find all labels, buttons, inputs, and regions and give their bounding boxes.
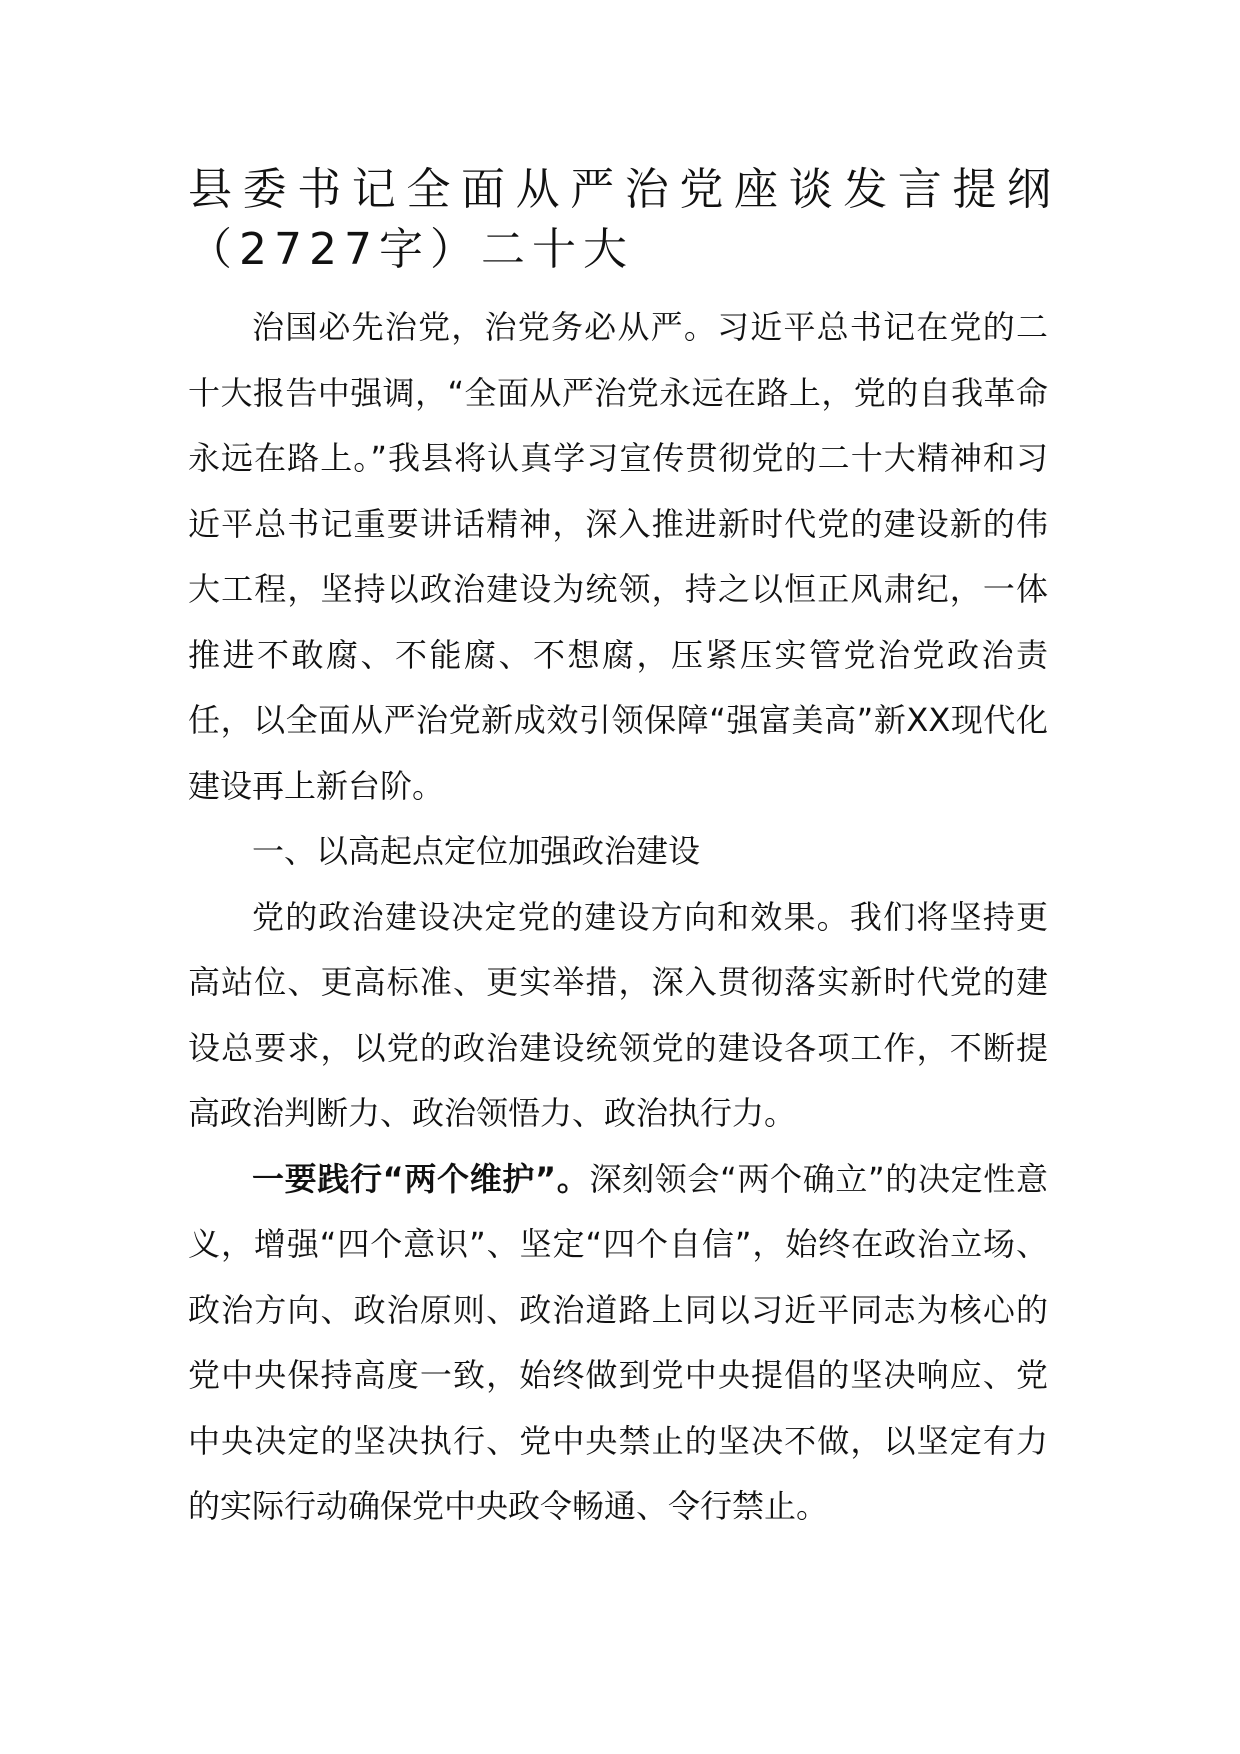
document-body [188,295,1048,1540]
paragraph-intro [188,295,1048,819]
paragraph-section-1 [188,885,1048,1147]
section-heading [188,819,1048,885]
paragraph-point-1 [188,1147,1048,1540]
paragraph-text: 党的政治建设决定党的建设方向和效果。我们将坚持更高站位、更高标准、更实举措，深入贯彻落实新时代党的建设总要求，以党的政治建设统领党的建设各项工作，不断提高政治判断力、政治领悟力、政治执行力。 [188,897,1048,1132]
paragraph-text: 深刻领会“两个确立”的决定性意义，增强“四个意识”、坚定“四个自信”，始终在政治立场、政治方向、政治原则、政治道路上同以习近平同志为核心的党中央保持高度一致，始终做到党中央提倡的坚决响应、党中央决定的坚决执行、党中央禁止的坚决不做，以坚定有力的实际行动确保党中央政令畅通、令行禁止。 [188,1159,1048,1525]
section-heading-text: 一、以高起点定位加强政治建设 [252,832,701,870]
paragraph-text: 治国必先治党，治党务必从严。习近平总书记在党的二十大报告中强调，“全面从严治党永远在路上，党的自我革命永远在路上。”我县将认真学习宣传贯彻党的二十大精神和习近平总书记重要讲话精神，深入推进新时代党的建设新的伟大工程，坚持以政治建设为统领，持之以恒正风肃纪，一体推进不敢腐、不能腐、不想腐，压紧压实管党治党政治责任，以全面从严治党新成效引领保障“强富美高”新XX现代化建设再上新台阶。 [188,308,1048,805]
paragraph-bold-lead: 一要践行“两个维护”。 [252,1159,590,1198]
document-title: 县委书记全面从严治党座谈发言提纲（2727字）二十大 [188,164,1058,275]
